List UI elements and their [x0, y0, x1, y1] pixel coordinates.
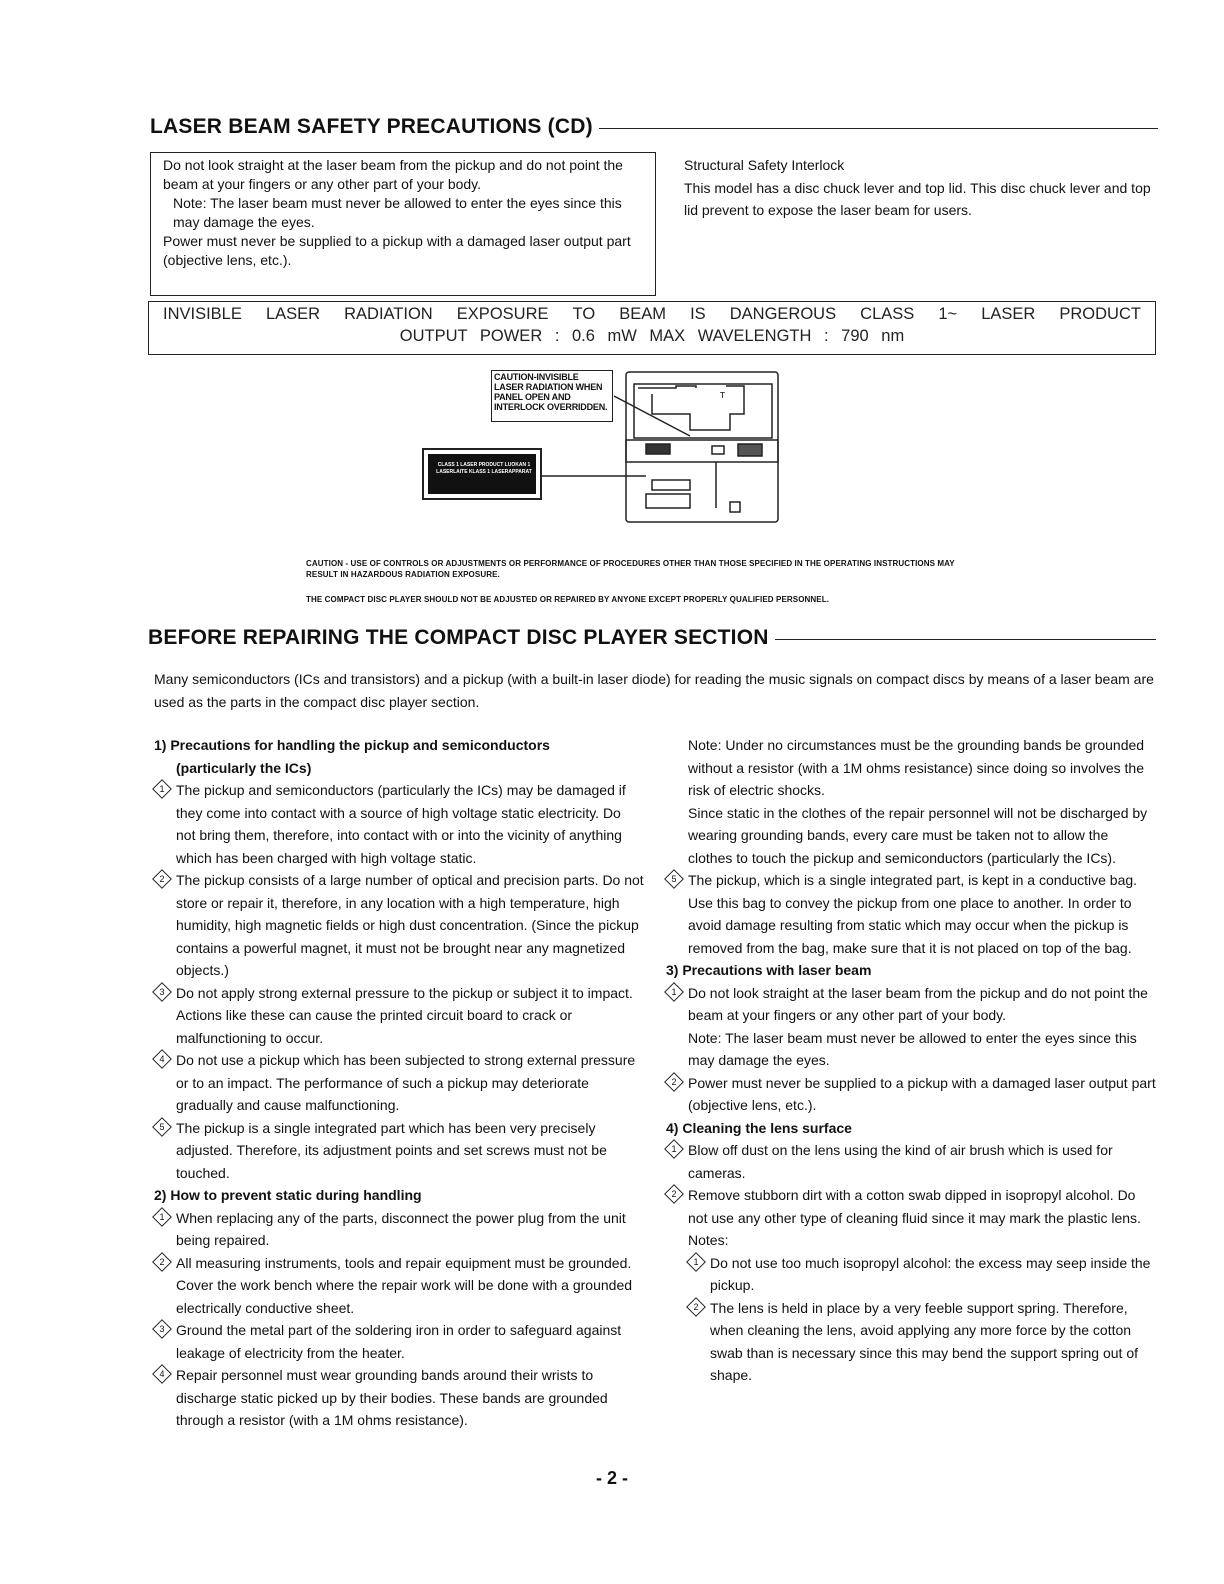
radiation-word: BEAM [619, 305, 667, 323]
radiation-word: LASER [265, 305, 321, 323]
marker-1-icon: 1 [152, 1207, 172, 1227]
caution-qualified-personnel: THE COMPACT DISC PLAYER SHOULD NOT BE ADJUSTED OR REPAIRED BY ANYONE EXCEPT PROPERLY QUALIFIED PERSONNEL. [306, 595, 830, 604]
list-item: 1 Do not look straight at the laser beam from the pickup and do not point the beam at your fingers or any other part of your body. [666, 982, 1156, 1027]
title-rule [775, 639, 1156, 640]
marker-4-icon: 4 [152, 1364, 172, 1384]
svg-text:T: T [720, 391, 725, 400]
radiation-word: EXPOSURE [456, 305, 549, 323]
radiation-word: IS [690, 305, 706, 323]
interlock-block [684, 154, 1158, 222]
laser-warning-box [150, 152, 656, 296]
notes-label: Notes: [688, 1232, 729, 1248]
right-column [666, 734, 1156, 1387]
note-grounding: Note: Under no circumstances must be the grounding bands be grounded without a resistor (with a 1M ohms resistance) since doing so involves the risk of electric shocks. [688, 737, 1145, 798]
radiation-word: LASER [981, 305, 1036, 323]
caution-label: CAUTION-INVISIBLE LASER RADIATION WHEN PANEL OPEN AND INTERLOCK OVERRIDDEN. [491, 370, 613, 422]
marker-2-icon: 2 [664, 1072, 684, 1092]
radiation-word: 1~ [938, 305, 958, 323]
radiation-word: INVISIBLE [163, 305, 242, 323]
warning-note [163, 194, 645, 232]
marker-2-icon: 2 [664, 1184, 684, 1204]
list-item: 2 The pickup consists of a large number of optical and precision parts. Do not store or repair it, therefore, in any location with a high temperature, high humidity, high magnetic fields or high dust concentration. (Since the pickup contains a powerful magnet, it must not be brought near any magnetized objects.) [154, 869, 644, 982]
laser-label-diagram [420, 366, 800, 526]
heading-2: 2) How to prevent static during handling [154, 1187, 422, 1203]
section-title-before-repairing [148, 626, 1156, 650]
marker-2-icon: 2 [152, 1252, 172, 1272]
marker-3-icon: 3 [152, 1319, 172, 1339]
title-rule [599, 128, 1158, 129]
left-column [154, 734, 644, 1432]
list-item: 2 Remove stubborn dirt with a cotton swab dipped in isopropyl alcohol. Do not use any other type of cleaning fluid since it may mark the plastic lens. [666, 1184, 1156, 1229]
list-item: 1 Blow off dust on the lens using the kind of air brush which is used for cameras. [666, 1139, 1156, 1184]
page-number: - 2 - [595, 1468, 628, 1488]
device-drawing [420, 366, 800, 526]
list-item: 1 Do not use too much isopropyl alcohol: the excess may seep inside the pickup. [666, 1252, 1156, 1297]
heading-1b: (particularly the ICs) [176, 759, 312, 776]
interlock-text: This model has a disc chuck lever and top lid. This disc chuck lever and top lid prevent to expose the laser beam for users. [684, 179, 1151, 218]
list-item: 1 The pickup and semiconductors (particularly the ICs) may be damaged if they come into contact with a source of high voltage static electricity. Do not bring them, therefore, into contact with or into the vicinity of anything which has been charged with high voltage static. [154, 779, 644, 869]
heading-4: 4) Cleaning the lens surface [666, 1119, 852, 1136]
marker-1-icon: 1 [664, 1139, 684, 1159]
list-item: 4 Repair personnel must wear grounding bands around their wrists to discharge static picked up by their bodies. These bands are grounded through a resistor (with a 1M ohms resistance). [154, 1364, 644, 1432]
section-title-text: LASER BEAM SAFETY PRECAUTIONS (CD) [150, 115, 593, 138]
marker-1-icon: 1 [664, 982, 684, 1002]
marker-3-icon: 3 [152, 982, 172, 1002]
marker-5-icon: 5 [152, 1117, 172, 1137]
note-static-clothes: Since static in the clothes of the repair personnel will not be discharged by wearing grounding bands, every care must be taken not to allow the clothes to touch the pickup and semiconductors (particularly the ICs). [688, 804, 1148, 866]
warning-note-text: The laser beam must never be allowed to enter the eyes since this may damage the eyes. [173, 195, 622, 230]
list-item: 2 Power must never be supplied to a pickup with a damaged laser output part (objective lens, etc.). [666, 1072, 1156, 1117]
warning-line-3: Power must never be supplied to a pickup with a damaged laser output part (objective lens, etc.). [163, 233, 631, 268]
heading-1: 1) Precautions for handling the pickup and semiconductors [154, 737, 550, 753]
radiation-word: TO [572, 305, 596, 323]
marker-2-icon: 2 [152, 869, 172, 889]
radiation-word: RADIATION [344, 305, 433, 323]
radiation-word: CLASS [860, 305, 915, 323]
marker-1-icon: 1 [152, 779, 172, 799]
class-label: CLASS 1 LASER PRODUCT LUOKAN 1 LASERLAITE KLASS 1 LASERAPPARAT [428, 454, 536, 494]
radiation-word: PRODUCT [1059, 305, 1141, 323]
section-title-laser-safety [150, 115, 1158, 139]
list-item: 3 Ground the metal part of the soldering iron in order to safeguard against leakage of electricity from the heater. [154, 1319, 644, 1364]
interlock-heading: Structural Safety Interlock [684, 157, 845, 173]
list-item: 2 All measuring instruments, tools and repair equipment must be grounded. Cover the work bench where the repair work will be done with a grounded electrically conductive sheet. [154, 1252, 644, 1320]
radiation-word: DANGEROUS [729, 305, 837, 323]
list-item: 5 The pickup, which is a single integrated part, is kept in a conductive bag. Use this bag to convey the pickup from one place to another. In order to avoid damage resulting from static which may occur when the pickup is removed from the bag, make sure that it is not placed on top of the bag. [666, 869, 1156, 959]
radiation-warning-box [148, 301, 1156, 355]
list-item: 3 Do not apply strong external pressure to the pickup or subject it to impact. Actions like these can cause the printed circuit board to crack or malfunctioning to occur. [154, 982, 644, 1050]
list-item: 4 Do not use a pickup which has been subjected to strong external pressure or to an impact. The performance of such a pickup may deteriorate gradually and cause malfunctioning. [154, 1049, 644, 1117]
marker-1-icon: 1 [686, 1252, 706, 1272]
list-item: 2 The lens is held in place by a very feeble support spring. Therefore, when cleaning the lens, avoid applying any more force by the cotton swab than is necessary since this may bend the support spring out of shape. [666, 1297, 1156, 1387]
marker-5-icon: 5 [664, 869, 684, 889]
section-title-text: BEFORE REPAIRING THE COMPACT DISC PLAYER SECTION [148, 626, 769, 649]
intro-paragraph: Many semiconductors (ICs and transistors) and a pickup (with a built-in laser diode) for reading the music signals on compact discs by means of a laser beam are used as the parts in the compact disc player section. [154, 671, 1154, 710]
marker-4-icon: 4 [152, 1049, 172, 1069]
list-item: 1 When replacing any of the parts, disconnect the power plug from the unit being repaired. [154, 1207, 644, 1252]
heading-3: 3) Precautions with laser beam [666, 962, 872, 978]
caution-procedures-text: CAUTION - USE OF CONTROLS OR ADJUSTMENTS OR PERFORMANCE OF PROCEDURES OTHER THAN THOSE SPECIFIED IN THE OPERATING INSTRUCTIONS MAY RESULT IN HAZARDOUS RADIATION EXPOSURE. [306, 559, 955, 579]
radiation-line-2: OUTPUT POWER : 0.6 mW MAX WAVELENGTH : 790 nm [399, 327, 905, 345]
radiation-line-1 [163, 303, 1141, 325]
warning-note-label: Note: [173, 195, 207, 211]
warning-line-1: Do not look straight at the laser beam from the pickup and do not point the beam at your fingers or any other part of your body. [163, 157, 623, 192]
list-item: 5 The pickup is a single integrated part which has been very precisely adjusted. Therefore, its adjustment points and set screws must not be touched. [154, 1117, 644, 1185]
marker-2-icon: 2 [686, 1297, 706, 1317]
note-laser-eyes: Note: The laser beam must never be allowed to enter the eyes since this may damage the eyes. [688, 1029, 1137, 1068]
